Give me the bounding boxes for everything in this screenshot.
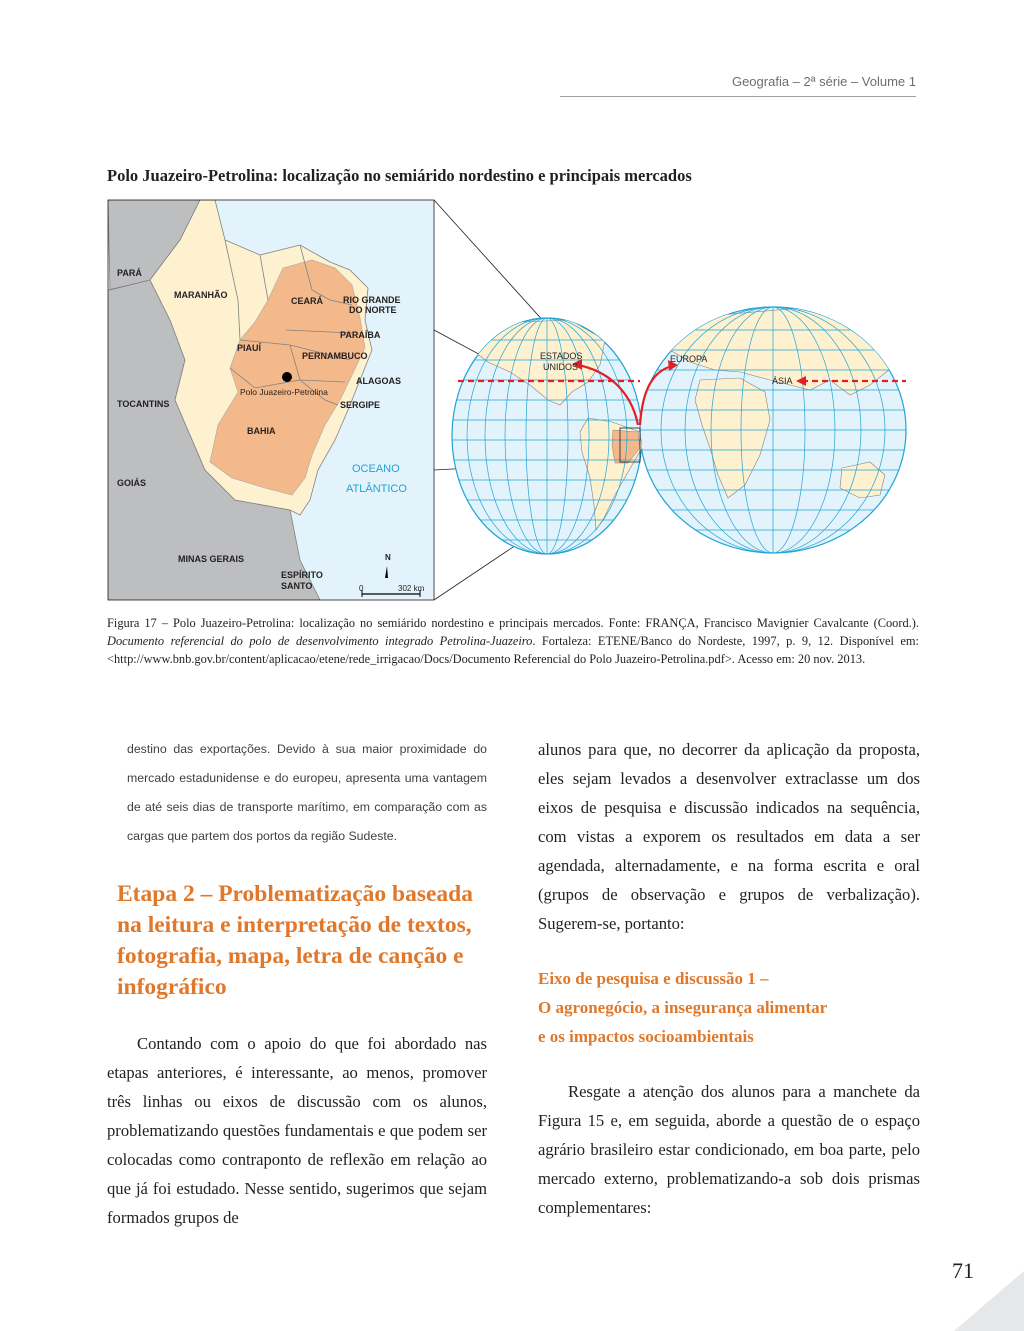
label-rio-grande-2: DO NORTE [349, 305, 397, 315]
label-para: PARÁ [117, 268, 142, 278]
world-map [440, 307, 920, 554]
label-polo: Polo Juazeiro-Petrolina [240, 387, 328, 397]
scale-km: 302 km [398, 584, 425, 593]
eixo-heading: Eixo de pesquisa e discussão 1 – O agronegócio, a insegurança alimentar e os impactos socioambientais [538, 969, 828, 1046]
etapa-heading: Etapa 2 – Problematização baseada na leitura e interpretação de textos, fotografia, mapa, letra de canção e infográfico [117, 881, 473, 1000]
label-ceara: CEARÁ [291, 296, 324, 306]
page-corner-decoration [954, 1271, 1024, 1331]
right-body-paragraph-1: alunos para que, no decorrer da aplicação da proposta, eles sejam levados a desenvolver extraclasse um dos eixos de pesquisa e discussão indicados na sequência, com vistas a exporem os resultados em data a ser agendada, alternadamente, e na forma escrita e oral (grupos de observação e grupos de verbalização). Sugerem-se, portanto: [538, 740, 920, 933]
figure-title: Polo Juazeiro-Petrolina: localização no semiárido nordestino e principais mercados [107, 166, 692, 185]
label-piaui: PIAUÍ [237, 343, 262, 353]
label-oceano-1: OCEANO [352, 463, 400, 475]
figure-map [0, 0, 1024, 620]
label-sergipe: SERGIPE [340, 400, 381, 410]
label-tocantins: TOCANTINS [117, 399, 170, 409]
label-minas: MINAS GERAIS [178, 554, 245, 564]
scale-zero: 0 [359, 584, 364, 593]
label-eua-1: ESTADOS [540, 351, 583, 361]
label-goias: GOIÁS [117, 478, 147, 488]
label-espirito-2: SANTO [281, 581, 313, 591]
label-eua-2: UNIDOS [543, 362, 579, 372]
figure-caption: Figura 17 – Polo Juazeiro-Petrolina: localização no semiárido nordestino e principais mercados. Fonte: FRANÇA, Francisco Mavignier Cavalcante (Coord.). Documento referencial do polo de desenvolvimento integrado Petrolina-Juazeiro. Fortaleza: ETENE/Banco do Nordeste, 1997, p. 9, 12. Disponível em: <http://www.bnb.gov.br/content/aplicacao/etene/rede_irrigacao/Docs/Documento Referencial do Polo Juazeiro-Petrolina.pdf>. Acesso em: 20 nov. 2013. [107, 616, 920, 666]
right-body-paragraph-2: Resgate a atenção dos alunos para a manchete da Figura 15 e, em seguida, aborde a questão de o espaço agrário brasileiro estar condicionado, em boa parte, pelo mercado externo, problematizando-a sob dois prismas complementares: [538, 1082, 920, 1217]
label-asia: ÁSIA [772, 376, 793, 386]
label-alagoas: ALAGOAS [356, 376, 401, 386]
label-espirito-1: ESPÍRITO [281, 570, 323, 580]
label-pernambuco: PERNAMBUCO [302, 351, 368, 361]
label-bahia: BAHIA [247, 426, 276, 436]
page-number: 71 [952, 1258, 974, 1283]
running-head: Geografia – 2ª série – Volume 1 [731, 74, 916, 89]
left-column [107, 735, 487, 1232]
caption-title-italic: Documento referencial do polo de desenvolvimento integrado Petrolina-Juazeiro [107, 634, 533, 648]
label-paraiba: PARAÍBA [340, 330, 381, 340]
right-column [538, 735, 920, 1222]
intro-paragraph: destino das exportações. Devido à sua maior proximidade do mercado estadunidense e do europeu, apresenta uma vantagem de até seis dias de transporte marítimo, em comparação com as cargas que partem dos portos da região Sudeste. [127, 742, 487, 843]
label-europa: EUROPA [670, 354, 708, 364]
north-label: N [385, 553, 391, 562]
label-maranhao: MARANHÃO [174, 290, 228, 300]
left-body-paragraph: Contando com o apoio do que foi abordado nas etapas anteriores, é interessante, ao menos, promover três linhas ou eixos de discussão com os alunos, problematizando questões fundamentais e que podem ser colocadas como contraponto de reflexão em relação ao que já foi estudado. Nesse sentido, sugerimos que sejam formados grupos de [107, 1034, 487, 1227]
label-rio-grande-1: RIO GRANDE [343, 295, 401, 305]
regional-map [108, 200, 434, 600]
label-oceano-2: ATLÂNTICO [346, 483, 407, 495]
